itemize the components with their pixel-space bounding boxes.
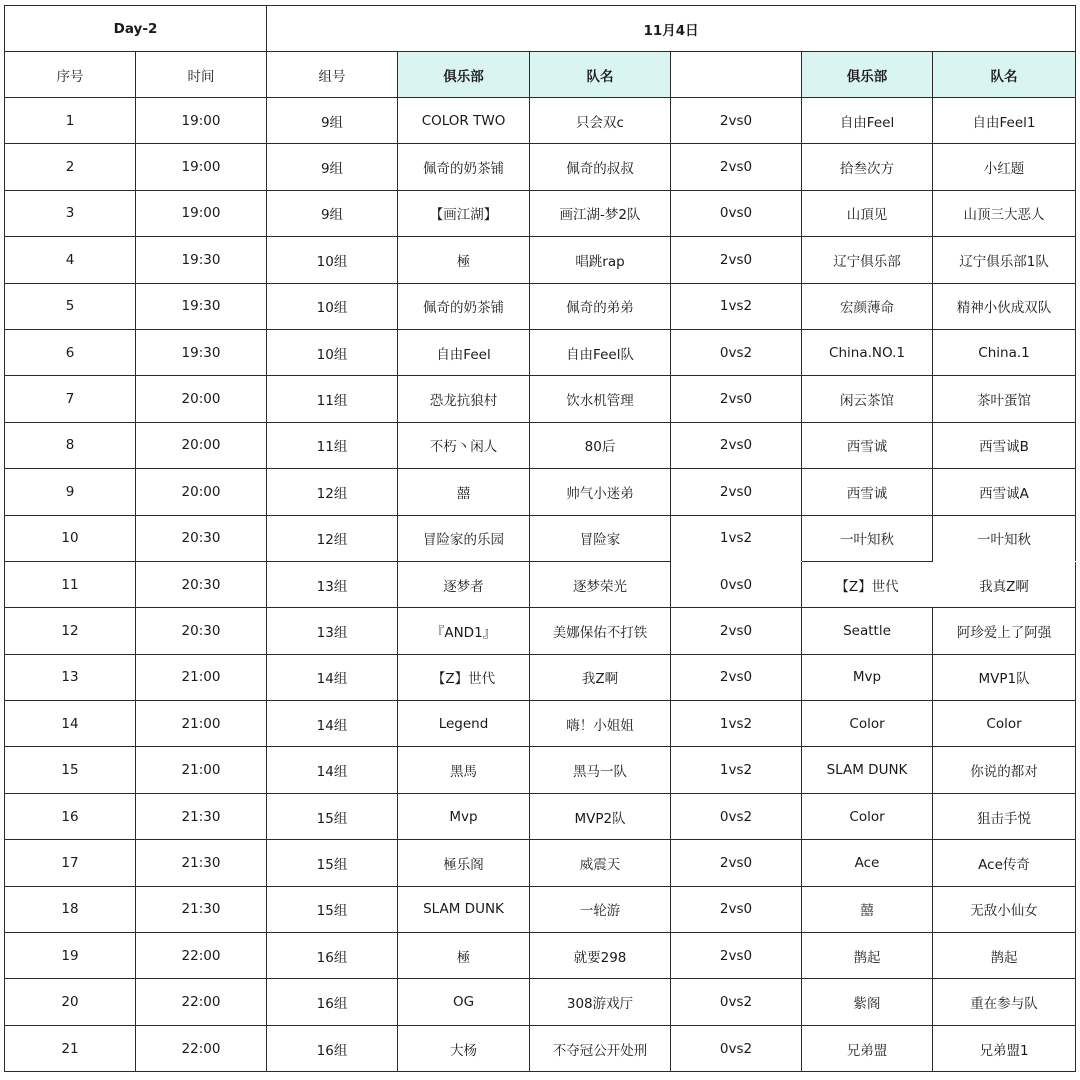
match-time: 19:00	[136, 144, 267, 190]
title-row	[5, 6, 1076, 52]
match-row	[5, 283, 1076, 329]
match-time: 19:30	[136, 283, 267, 329]
club-b: 山頂见	[802, 190, 933, 236]
match-group: 13组	[267, 608, 398, 654]
team-b: Ace传奇	[933, 840, 1076, 886]
day-label: Day-2	[5, 6, 267, 52]
team-b: China.1	[933, 329, 1076, 375]
match-time: 21:30	[136, 840, 267, 886]
match-time: 22:00	[136, 933, 267, 979]
match-group: 12组	[267, 469, 398, 515]
match-index: 7	[5, 376, 136, 422]
team-b: 茶叶蛋馆	[933, 376, 1076, 422]
match-index: 6	[5, 329, 136, 375]
match-group: 14组	[267, 747, 398, 793]
team-a: 帅气小迷弟	[530, 469, 671, 515]
match-row	[5, 933, 1076, 979]
match-group: 9组	[267, 144, 398, 190]
match-row	[5, 654, 1076, 700]
team-b: 西雪诚B	[933, 422, 1076, 468]
team-a: 只会双c	[530, 98, 671, 144]
match-time: 20:30	[136, 608, 267, 654]
match-group: 14组	[267, 654, 398, 700]
match-score: 0vs2	[671, 793, 802, 839]
club-a: 囍	[398, 469, 530, 515]
team-b: 阿珍爱上了阿强	[933, 608, 1076, 654]
match-row	[5, 98, 1076, 144]
team-b: 自由Feel1	[933, 98, 1076, 144]
match-score: 0vs2	[671, 1025, 802, 1071]
header-score	[671, 52, 802, 98]
match-row	[5, 190, 1076, 236]
team-a: 饮水机管理	[530, 376, 671, 422]
match-group: 15组	[267, 793, 398, 839]
match-index: 16	[5, 793, 136, 839]
match-row	[5, 422, 1076, 468]
match-time: 21:00	[136, 654, 267, 700]
club-a: Legend	[398, 701, 530, 747]
match-group: 16组	[267, 1025, 398, 1071]
team-a: 唱跳rap	[530, 237, 671, 283]
team-a: 逐梦荣光	[530, 561, 671, 607]
club-a: 自由Feel	[398, 329, 530, 375]
team-a: 美娜保佑不打铁	[530, 608, 671, 654]
club-a: OG	[398, 979, 530, 1025]
club-a: 冒险家的乐园	[398, 515, 530, 561]
match-group: 9组	[267, 190, 398, 236]
club-b: 西雪诚	[802, 469, 933, 515]
team-b: 兄弟盟1	[933, 1025, 1076, 1071]
club-b: 辽宁俱乐部	[802, 237, 933, 283]
match-time: 20:00	[136, 376, 267, 422]
header-team-a: 队名	[530, 52, 671, 98]
team-a: 80后	[530, 422, 671, 468]
match-score: 2vs0	[671, 376, 802, 422]
match-group: 11组	[267, 376, 398, 422]
match-score: 2vs0	[671, 422, 802, 468]
team-b: 山顶三大恶人	[933, 190, 1076, 236]
club-a: 『AND1』	[398, 608, 530, 654]
match-group: 16组	[267, 979, 398, 1025]
header-index: 序号	[5, 52, 136, 98]
match-score: 0vs2	[671, 329, 802, 375]
match-row	[5, 329, 1076, 375]
match-time: 20:00	[136, 469, 267, 515]
match-score: 1vs2	[671, 701, 802, 747]
team-a: 就要298	[530, 933, 671, 979]
match-row	[5, 515, 1076, 561]
match-schedule-table	[4, 5, 1076, 1072]
team-a: 不夺冠公开处刑	[530, 1025, 671, 1071]
match-score: 2vs0	[671, 237, 802, 283]
match-score: 1vs2	[671, 515, 802, 561]
team-b: 一叶知秋	[933, 515, 1076, 561]
header-club-b: 俱乐部	[802, 52, 933, 98]
club-b: 拾叁次方	[802, 144, 933, 190]
match-score: 2vs0	[671, 886, 802, 932]
match-row	[5, 144, 1076, 190]
team-b: MVP1队	[933, 654, 1076, 700]
match-row	[5, 793, 1076, 839]
match-score: 0vs0	[671, 561, 802, 607]
match-time: 19:00	[136, 98, 267, 144]
match-row	[5, 561, 1076, 607]
team-a: 黑马一队	[530, 747, 671, 793]
club-a: 【画江湖】	[398, 190, 530, 236]
team-a: 一轮游	[530, 886, 671, 932]
match-index: 11	[5, 561, 136, 607]
match-index: 8	[5, 422, 136, 468]
match-score: 0vs2	[671, 979, 802, 1025]
match-row	[5, 840, 1076, 886]
team-b: 重在参与队	[933, 979, 1076, 1025]
match-row	[5, 237, 1076, 283]
match-index: 18	[5, 886, 136, 932]
club-a: 佩奇的奶茶铺	[398, 144, 530, 190]
club-a: 極	[398, 237, 530, 283]
match-index: 20	[5, 979, 136, 1025]
club-b: 宏颜薄命	[802, 283, 933, 329]
club-a: 極乐阁	[398, 840, 530, 886]
team-b: Color	[933, 701, 1076, 747]
club-a: Mvp	[398, 793, 530, 839]
club-b: 自由Feel	[802, 98, 933, 144]
team-a: 自由Feel队	[530, 329, 671, 375]
match-group: 10组	[267, 237, 398, 283]
team-b: 我真Z啊	[933, 561, 1076, 607]
club-b: Color	[802, 701, 933, 747]
club-b: SLAM DUNK	[802, 747, 933, 793]
match-group: 16组	[267, 933, 398, 979]
team-a: 佩奇的叔叔	[530, 144, 671, 190]
club-a: 恐龙抗狼村	[398, 376, 530, 422]
match-index: 1	[5, 98, 136, 144]
club-b: Color	[802, 793, 933, 839]
match-row	[5, 747, 1076, 793]
club-a: 佩奇的奶茶铺	[398, 283, 530, 329]
team-a: 我Z啊	[530, 654, 671, 700]
team-a: 冒险家	[530, 515, 671, 561]
club-b: 闲云茶馆	[802, 376, 933, 422]
header-team-b: 队名	[933, 52, 1076, 98]
club-b: 囍	[802, 886, 933, 932]
match-index: 9	[5, 469, 136, 515]
match-group: 13组	[267, 561, 398, 607]
header-time: 时间	[136, 52, 267, 98]
club-a: SLAM DUNK	[398, 886, 530, 932]
club-b: 一叶知秋	[802, 515, 933, 561]
team-a: 嗨！小姐姐	[530, 701, 671, 747]
match-score: 2vs0	[671, 933, 802, 979]
match-score: 1vs2	[671, 747, 802, 793]
club-b: Mvp	[802, 654, 933, 700]
match-group: 11组	[267, 422, 398, 468]
team-b: 你说的都对	[933, 747, 1076, 793]
match-score: 2vs0	[671, 654, 802, 700]
match-row	[5, 608, 1076, 654]
match-index: 17	[5, 840, 136, 886]
team-b: 精神小伙成双队	[933, 283, 1076, 329]
match-time: 21:00	[136, 701, 267, 747]
match-score: 2vs0	[671, 144, 802, 190]
match-row	[5, 701, 1076, 747]
match-time: 21:00	[136, 747, 267, 793]
match-score: 2vs0	[671, 840, 802, 886]
club-b: Seattle	[802, 608, 933, 654]
club-a: 黑馬	[398, 747, 530, 793]
match-time: 21:30	[136, 886, 267, 932]
match-row	[5, 979, 1076, 1025]
team-a: 威震天	[530, 840, 671, 886]
club-b: China.NO.1	[802, 329, 933, 375]
match-group: 14组	[267, 701, 398, 747]
match-score: 2vs0	[671, 98, 802, 144]
club-a: 【Z】世代	[398, 654, 530, 700]
club-a: 大杨	[398, 1025, 530, 1071]
match-index: 21	[5, 1025, 136, 1071]
match-row	[5, 886, 1076, 932]
match-time: 19:30	[136, 329, 267, 375]
team-a: 画江湖-梦2队	[530, 190, 671, 236]
club-b: 西雪诚	[802, 422, 933, 468]
match-time: 22:00	[136, 979, 267, 1025]
team-b: 西雪诚A	[933, 469, 1076, 515]
date-label: 11月4日	[267, 6, 1076, 52]
match-time: 19:00	[136, 190, 267, 236]
match-group: 10组	[267, 329, 398, 375]
match-time: 19:30	[136, 237, 267, 283]
match-index: 10	[5, 515, 136, 561]
match-time: 22:00	[136, 1025, 267, 1071]
match-time: 20:00	[136, 422, 267, 468]
match-index: 13	[5, 654, 136, 700]
team-b: 无敌小仙女	[933, 886, 1076, 932]
match-index: 14	[5, 701, 136, 747]
match-time: 20:30	[136, 561, 267, 607]
match-row	[5, 376, 1076, 422]
match-score: 0vs0	[671, 190, 802, 236]
club-b: Ace	[802, 840, 933, 886]
match-index: 3	[5, 190, 136, 236]
club-a: 逐梦者	[398, 561, 530, 607]
match-group: 10组	[267, 283, 398, 329]
match-group: 9组	[267, 98, 398, 144]
match-time: 20:30	[136, 515, 267, 561]
match-row	[5, 469, 1076, 515]
match-score: 2vs0	[671, 469, 802, 515]
club-a: 極	[398, 933, 530, 979]
match-index: 15	[5, 747, 136, 793]
club-a: COLOR TWO	[398, 98, 530, 144]
match-group: 12组	[267, 515, 398, 561]
match-group: 15组	[267, 886, 398, 932]
match-row	[5, 1025, 1076, 1071]
club-b: 兄弟盟	[802, 1025, 933, 1071]
team-b: 鹊起	[933, 933, 1076, 979]
header-group: 组号	[267, 52, 398, 98]
team-a: 佩奇的弟弟	[530, 283, 671, 329]
column-header-row	[5, 52, 1076, 98]
match-index: 19	[5, 933, 136, 979]
team-b: 狙击手悦	[933, 793, 1076, 839]
team-b: 辽宁俱乐部1队	[933, 237, 1076, 283]
match-index: 5	[5, 283, 136, 329]
match-index: 4	[5, 237, 136, 283]
club-b: 鹊起	[802, 933, 933, 979]
match-score: 2vs0	[671, 608, 802, 654]
match-index: 2	[5, 144, 136, 190]
team-a: 308游戏厅	[530, 979, 671, 1025]
match-time: 21:30	[136, 793, 267, 839]
match-index: 12	[5, 608, 136, 654]
match-group: 15组	[267, 840, 398, 886]
club-b: 【Z】世代	[802, 561, 933, 607]
team-b: 小红题	[933, 144, 1076, 190]
match-score: 1vs2	[671, 283, 802, 329]
header-club-a: 俱乐部	[398, 52, 530, 98]
club-a: 不朽丶闲人	[398, 422, 530, 468]
team-a: MVP2队	[530, 793, 671, 839]
club-b: 紫阁	[802, 979, 933, 1025]
